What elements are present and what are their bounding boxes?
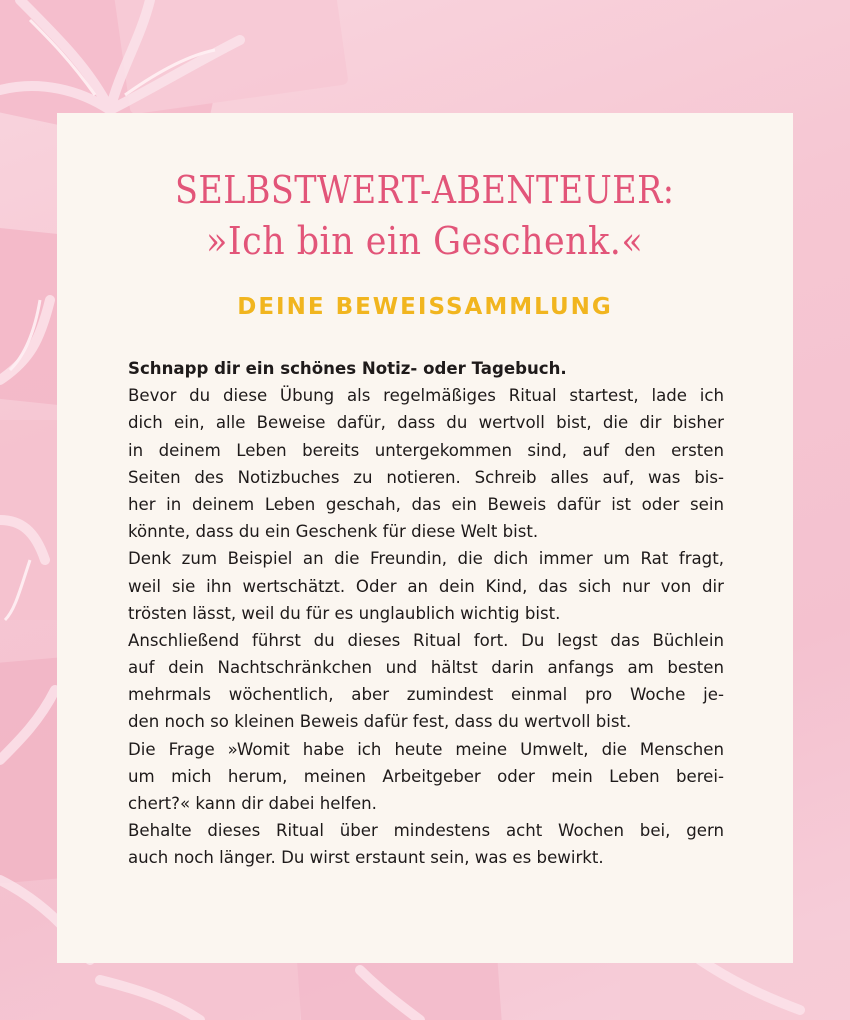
page-title (0, 165, 850, 267)
text-line: den noch so kleinen Beweis dafür fest, dass du wertvoll bist. (128, 712, 632, 732)
lead-sentence: Schnapp dir ein schönes Notiz- oder Tagebuch. (128, 359, 567, 378)
text-line: mehrmals wöchentlich, aber zumindest einmal pro Woche je- (128, 685, 724, 705)
title-line-1: SELBSTWERT-ABENTEUER: (175, 168, 675, 212)
text-line: auf dein Nachtschränkchen und hältst darin anfangs am besten (128, 658, 724, 678)
text-line: Denk zum Beispiel an die Freundin, die dich immer um Rat fragt, (128, 549, 724, 569)
section-subheading: DEINE BEWEISSAMMLUNG (237, 294, 613, 320)
text-line: Bevor du diese Übung als regelmäßiges Ritual startest, lade ich (128, 386, 724, 406)
text-line: chert?« kann dir dabei helfen. (128, 794, 377, 814)
text-line: trösten lässt, weil du für es unglaublich wichtig bist. (128, 603, 561, 623)
text-line: her in deinem Leben geschah, das ein Beweis dafür ist oder sein (128, 494, 724, 514)
text-line: Behalte dieses Ritual über mindestens acht Wochen bei, gern (128, 821, 724, 841)
text-line: könnte, dass du ein Geschenk für diese Welt bist. (128, 522, 539, 542)
text-line: Seiten des Notizbuches zu notieren. Schreib alles auf, was bis- (128, 467, 724, 487)
title-line-2: »Ich bin ein Geschenk.« (206, 219, 644, 263)
text-line: Die Frage »Womit habe ich heute meine Umwelt, die Menschen (128, 739, 724, 759)
text-line: um mich herum, meinen Arbeitgeber oder mein Leben berei- (128, 766, 724, 786)
body-text (128, 355, 724, 872)
text-line: in deinem Leben bereits untergekommen sind, auf den ersten (128, 440, 724, 460)
text-line: dich ein, alle Beweise dafür, dass du wertvoll bist, die dir bisher (128, 413, 724, 433)
text-line: Anschließend führst du dieses Ritual fort. Du legst das Büchlein (128, 630, 724, 650)
text-line: auch noch länger. Du wirst erstaunt sein, was es bewirkt. (128, 848, 604, 868)
text-line: weil sie ihn wertschätzt. Oder an dein Kind, das sich nur von dir (128, 576, 724, 596)
